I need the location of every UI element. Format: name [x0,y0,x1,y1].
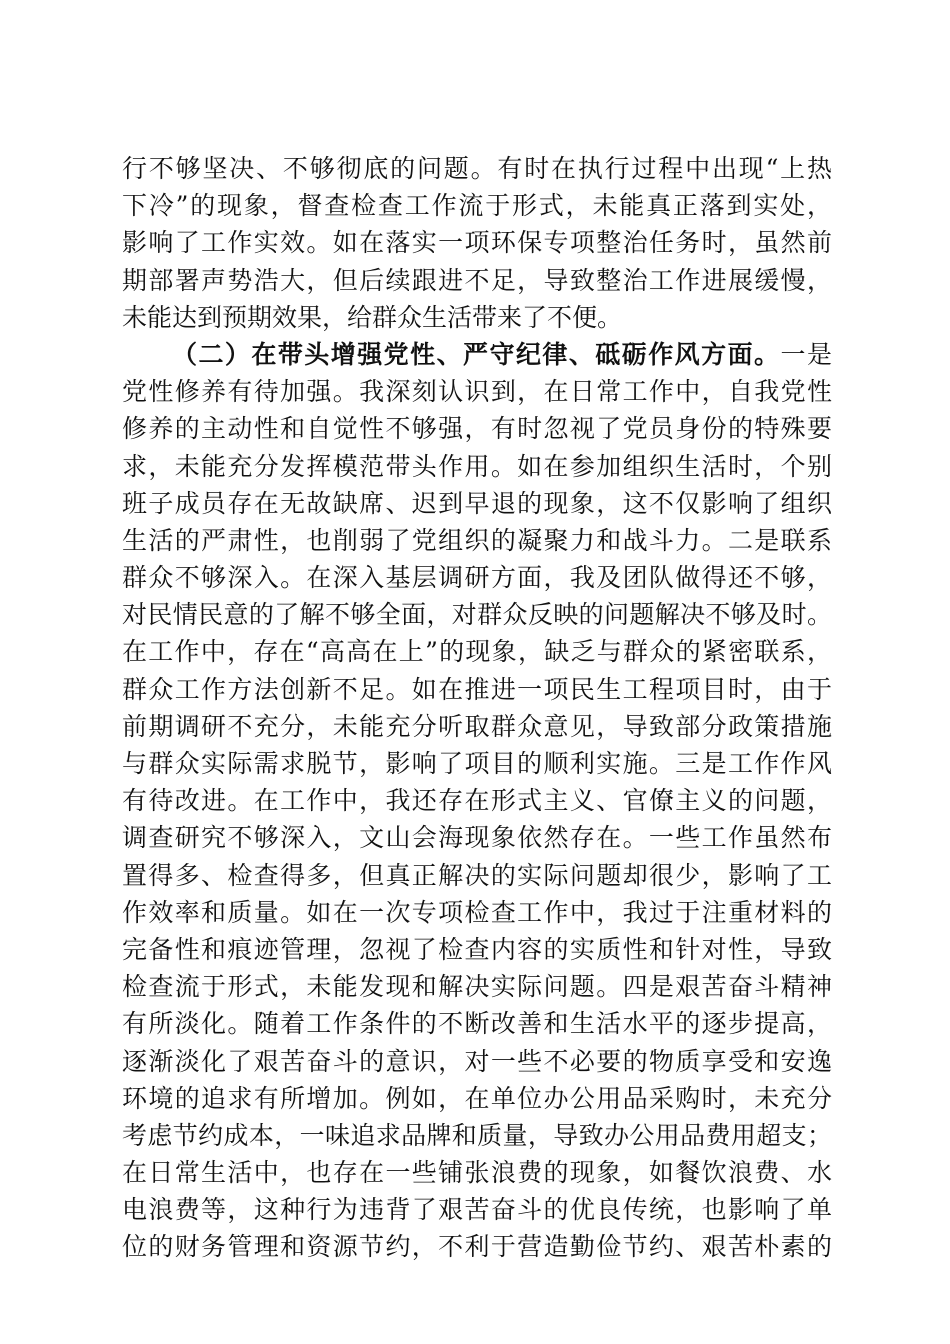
text-line: 群众不够深入。在深入基层调研方面，我及团队做得还不够， [122,563,832,593]
text-line: 作效率和质量。如在一次专项检查工作中，我过于注重材料的 [122,897,832,927]
text-line: 考虑节约成本，一味追求品牌和质量，导致办公用品费用超支； [122,1120,832,1150]
text-line: 行不够坚决、不够彻底的问题。有时在执行过程中出现“上热 [122,154,832,183]
text-fragment: 一是 [780,339,832,369]
paragraph-1 [122,150,832,336]
text-line: 调查研究不够深入，文山会海现象依然存在。一些工作虽然布 [122,823,832,853]
text-line: 修养的主动性和自觉性不够强，有时忽视了党员身份的特殊要 [122,414,832,444]
text-line: 逐渐淡化了艰苦奋斗的意识，对一些不必要的物质享受和安逸 [122,1046,832,1076]
text-line: 完备性和痕迹管理，忽视了检查内容的实质性和针对性，导致 [122,934,832,964]
section-heading: （二）在带头增强党性、严守纪律、砥砺作风方面。 [172,339,781,369]
text-line: 置得多、检查得多，但真正解决的实际问题却很少，影响了工 [122,860,832,890]
paragraph-2 [122,336,832,1266]
text-line: 期部署声势浩大，但后续跟进不足，导致整治工作进展缓慢， [122,265,832,295]
text-line: 有所淡化。随着工作条件的不断改善和生活水平的逐步提高， [122,1009,832,1039]
text-line: 环境的追求有所增加。例如，在单位办公用品采购时，未充分 [122,1083,832,1113]
text-line: 下冷”的现象，督查检查工作流于形式，未能真正落到实处， [122,191,832,221]
text-line: 前期调研不充分，未能充分听取群众意见，导致部分政策措施 [122,711,832,741]
text-line: 与群众实际需求脱节，影响了项目的顺利实施。三是工作作风 [122,749,832,778]
section-heading-line [122,336,832,373]
text-line: 影响了工作实效。如在落实一项环保专项整治任务时，虽然前 [122,228,832,258]
text-line: 生活的严肃性，也削弱了党组织的凝聚力和战斗力。二是联系 [122,525,832,555]
text-line: 电浪费等，这种行为违背了艰苦奋斗的优良传统，也影响了单 [122,1195,832,1225]
text-line: 未能达到预期效果，给群众生活带来了不便。 [122,302,623,332]
text-line: 党性修养有待加强。我深刻认识到，在日常工作中，自我党性 [122,377,832,407]
text-line: 群众工作方法创新不足。如在推进一项民生工程项目时，由于 [122,674,832,704]
text-line: 对民情民意的了解不够全面，对群众反映的问题解决不够及时。 [122,600,832,630]
text-line: 检查流于形式，未能发现和解决实际问题。四是艰苦奋斗精神 [122,972,832,1002]
text-line: 求，未能充分发挥模范带头作用。如在参加组织生活时，个别 [122,451,832,481]
text-line: 在日常生活中，也存在一些铺张浪费的现象，如餐饮浪费、水 [122,1158,832,1188]
text-line: 位的财务管理和资源节约，不利于营造勤俭节约、艰苦朴素的 [122,1232,832,1262]
text-line: 有待改进。在工作中，我还存在形式主义、官僚主义的问题， [122,786,832,816]
text-line: 班子成员存在无故缺席、迟到早退的现象，这不仅影响了组织 [122,488,832,518]
text-line: 在工作中，存在“高高在上”的现象，缺乏与群众的紧密联系， [122,637,832,667]
document-body [122,150,832,1266]
